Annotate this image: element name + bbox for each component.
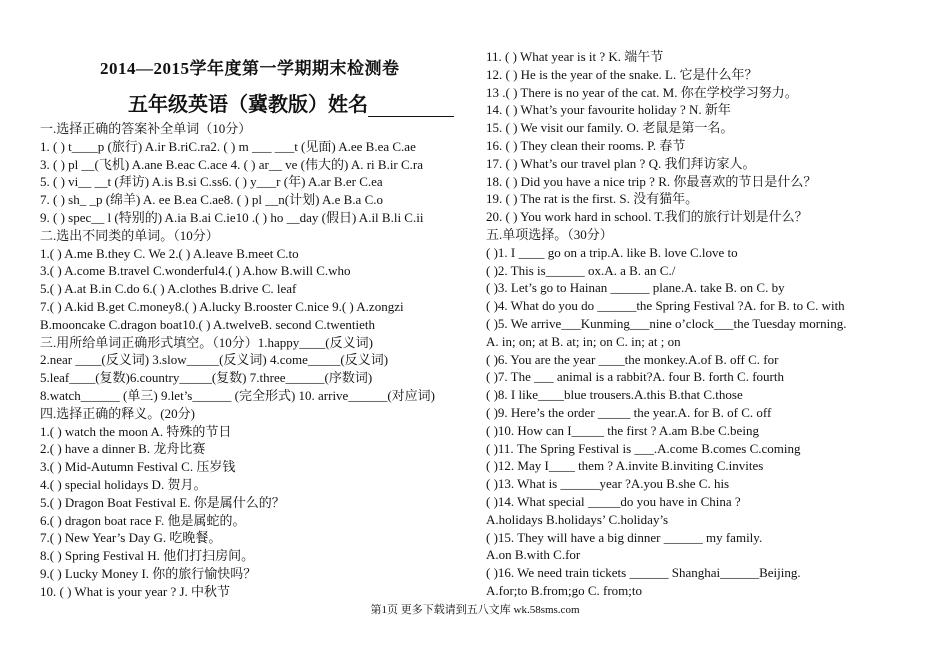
left-line: 5.( ) Dragon Boat Festival E. 你是属什么的？ <box>40 494 285 510</box>
right-line: 19. ( ) The rat is the first. S. 没有猫年。 <box>486 191 699 207</box>
left-line: B.mooncake C.dragon boat10.( ) A.twelveB. second C.twentieth <box>40 316 376 332</box>
left-line: 9. ( ) spec__ l (特别的) A.ia B.ai C.ie10 .( ) ho __day (假日) A.il B.li C.ii <box>40 210 424 225</box>
right-line: ( )6. You are the year ____the monkey.A.of B. off C. for <box>486 351 779 367</box>
right-line: ( )15. They will have a big dinner ______ my family. <box>486 529 763 545</box>
page-footer: 第1页 更多下载请到五八文库 wk.58sms.com <box>370 604 580 616</box>
left-line: 3.( ) Mid-Autumn Festival C. 压岁钱 <box>40 459 236 475</box>
left-line: 6.( ) dragon boat race F. 他是属蛇的。 <box>40 512 246 528</box>
right-line: ( )5. We arrive___Kunming___nine o’clock___the Tuesday morning. <box>486 316 847 331</box>
left-line: 1. ( ) t____p (旅行) A.ir B.riC.ra2. ( ) m ___ ___t (见面) A.ee B.ea C.ae <box>40 138 416 154</box>
right-line: A.holidays B.holidays’ C.holiday’s <box>486 511 669 527</box>
right-line: 17. ( ) What’s our travel plan ? Q. 我们拜访家人。 <box>486 155 756 171</box>
left-line: 7.( ) New Year’s Day G. 吃晚餐。 <box>40 530 222 546</box>
left-line: 7.( ) A.kid B.get C.money8.( ) A.lucky B.rooster C.nice 9.( ) A.zongzi <box>40 299 404 314</box>
left-line: 1.( ) A.me B.they C. We 2.( ) A.leave B.meet C.to <box>40 245 299 261</box>
right-line: 15. ( ) We visit our family. O. 老鼠是第一名。 <box>486 120 734 136</box>
right-line: ( )9. Here’s the order _____ the year.A. for B. of C. off <box>486 405 772 420</box>
left-line: 8.watch______ (单三) 9.let’s______ (完全形式) 10. arrive______(对应词) <box>40 388 435 403</box>
left-line: 三.用所给单词正确形式填空。（10分）1.happy____(反义词) <box>40 334 373 350</box>
right-line: ( )10. How can I_____ the first ? A.am B.be C.being <box>486 422 759 438</box>
right-line: ( )7. The ___ animal is a rabbit?A. four B. forth C. fourth <box>486 369 784 385</box>
title-line-2 <box>128 88 454 117</box>
left-line: 9.( ) Lucky Money I. 你的旅行愉快吗？ <box>40 566 257 581</box>
left-line: 一.选择正确的答案补全单词（10分） <box>40 121 252 136</box>
left-line: 10. ( ) What is your year ? J. 中秋节 <box>40 583 231 599</box>
right-line: 五.单项选择。（30分） <box>486 227 613 242</box>
left-line: 8.( ) Spring Festival H. 他们打扫房间。 <box>40 548 255 564</box>
right-line: ( )3. Let’s go to Hainan ______ plane.A. take B. on C. by <box>486 280 785 296</box>
right-line: A. in; on; at B. at; in; on C. in; at ; on <box>486 333 681 349</box>
right-line: A.on B.with C.for <box>486 547 581 563</box>
right-line: 18. ( ) Did you have a nice trip ? R. 你最喜欢的节日是什么？ <box>486 173 817 189</box>
right-line: ( )4. What do you do ______the Spring Festival ?A. for B. to C. with <box>486 298 845 314</box>
left-line: 四.选择正确的释义。(20分) <box>40 405 195 421</box>
right-line: ( )11. The Spring Festival is ___.A.come B.comes C.coming <box>486 440 801 456</box>
title-text: 五年级英语（冀教版）姓名 <box>128 94 368 116</box>
right-line: 14. ( ) What’s your favourite holiday ? N. 新年 <box>486 102 731 118</box>
right-line: ( )8. I like____blue trousers.A.this B.that C.those <box>486 387 743 403</box>
right-line: ( )1. I ____ go on a trip.A. like B. love C.love to <box>486 244 738 260</box>
right-line: 20. ( ) You work hard in school. T.我们的旅行计划是什么？ <box>486 209 808 225</box>
left-line: 1.( ) watch the moon A. 特殊的节日 <box>40 423 232 439</box>
left-line: 3.( ) A.come B.travel C.wonderful4.( ) A.how B.will C.who <box>40 263 351 279</box>
title-line-1: 2014—2015学年度第一学期期末检测卷 <box>100 59 400 78</box>
left-line: 二.选出不同类的单词。（10分） <box>40 227 219 243</box>
right-line: ( )12. May I____ them ? A.invite B.inviting C.invites <box>486 458 764 474</box>
right-line: 12. ( ) He is the year of the snake. L. 它是什么年？ <box>486 66 758 82</box>
right-line: ( )16. We need train tickets ______ Shanghai______Beijing. <box>486 565 801 581</box>
name-blank <box>368 98 454 117</box>
left-line: 5.leaf____(复数)6.country_____(复数) 7.three______(序数词) <box>40 370 373 386</box>
left-line: 2.( ) have a dinner B. 龙舟比赛 <box>40 441 206 457</box>
left-line: 5.( ) A.at B.in C.do 6.( ) A.clothes B.drive C. leaf <box>40 281 297 297</box>
right-line: 11. ( ) What year is it ? K. 端午节 <box>486 49 664 64</box>
right-line: ( )14. What special _____do you have in China ? <box>486 494 741 509</box>
right-line: 13 .( ) There is no year of the cat. M. 你在学校学习努力。 <box>486 84 798 100</box>
left-line: 7. ( ) sh_ _p (绵羊) A. ee B.ea C.ae8. ( ) pl __n(计划) A.e B.a C.o <box>40 192 383 208</box>
right-line: ( )2. This is______ ox.A. a B. an C./ <box>486 262 676 278</box>
right-line: 16. ( ) They clean their rooms. P. 春节 <box>486 138 686 153</box>
left-line: 5. ( ) vi__ __t (拜访) A.is B.si C.ss6. ( ) y___r (年) A.ar B.er C.ea <box>40 174 383 190</box>
left-line: 3. ( ) pl __(飞机) A.ane B.eac C.ace 4. ( ) ar__ ve (伟大的) A. ri B.ir C.ra <box>40 156 424 172</box>
left-line: 2.near ____(反义词) 3.slow_____(反义词) 4.come_____(反义词) <box>40 352 389 368</box>
left-line: 4.( ) special holidays D. 贺月。 <box>40 477 207 492</box>
right-line: ( )13. What is ______year ?A.you B.she C. his <box>486 476 730 492</box>
right-line: A.for;to B.from;go C. from;to <box>486 583 642 598</box>
